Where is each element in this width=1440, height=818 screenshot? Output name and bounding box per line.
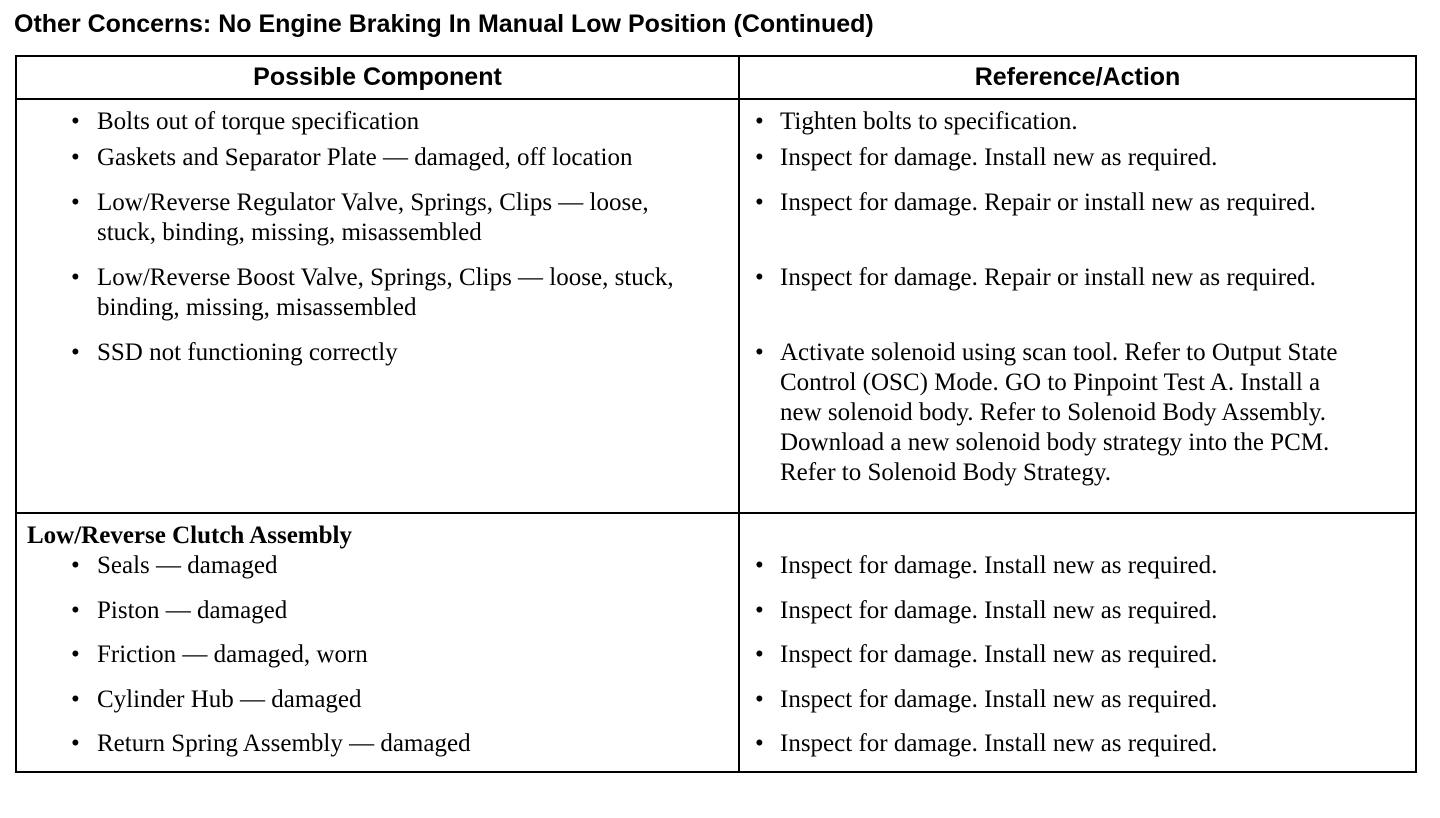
action-text: Inspect for damage. Install new as required. (780, 641, 1218, 668)
table-row (16, 551, 1416, 596)
component-text: Bolts out of torque specification (97, 108, 420, 135)
component-text: Seals — damaged (97, 552, 278, 579)
component-item (17, 107, 738, 137)
table-row (16, 188, 1416, 263)
header-reference-action: Reference/Action (739, 56, 1416, 99)
component-item (17, 729, 738, 759)
component-item (17, 551, 738, 581)
action-text: Inspect for damage. Install new as required. (780, 144, 1218, 171)
component-text: Return Spring Assembly — damaged (97, 730, 471, 757)
action-text: Inspect for damage. Install new as required. (780, 730, 1218, 757)
table-row (16, 143, 1416, 188)
component-item (17, 685, 738, 715)
action-item (740, 596, 1415, 626)
component-item (17, 596, 738, 626)
bullet: • (71, 641, 80, 668)
bullet: • (71, 686, 80, 713)
action-text: Tighten bolts to specification. (780, 108, 1078, 135)
bullet: • (755, 641, 764, 668)
bullet: • (755, 730, 764, 757)
bullet: • (755, 686, 764, 713)
header-row (16, 56, 1416, 99)
action-item (740, 143, 1415, 173)
bullet: • (71, 597, 80, 624)
action-item (740, 263, 1415, 293)
action-text: Inspect for damage. Install new as required. (780, 597, 1218, 624)
component-item (17, 143, 738, 173)
table-row (16, 729, 1416, 772)
action-item (740, 338, 1415, 488)
bullet: • (755, 597, 764, 624)
action-text: Inspect for damage. Install new as required. (780, 552, 1218, 579)
table-row (16, 338, 1416, 513)
page-title: Other Concerns: No Engine Braking In Manual Low Position (Continued) (14, 10, 874, 38)
table-row (16, 99, 1416, 143)
action-item (740, 729, 1415, 759)
action-text: Inspect for damage. Repair or install new as required. (780, 189, 1316, 216)
component-item (17, 640, 738, 670)
bullet: • (71, 552, 80, 579)
bullet: • (755, 339, 764, 366)
section-heading-row (16, 513, 1416, 551)
bullet: • (755, 189, 764, 216)
bullet: • (71, 144, 80, 171)
component-text: Cylinder Hub — damaged (97, 686, 362, 713)
action-item (740, 107, 1415, 137)
bullet: • (755, 108, 764, 135)
table-row (16, 596, 1416, 640)
bullet: • (755, 552, 764, 579)
group-heading: Low/Reverse Clutch Assembly (27, 522, 352, 549)
table-row (16, 263, 1416, 338)
bullet: • (71, 264, 80, 291)
component-text: Friction — damaged, worn (97, 641, 368, 668)
action-item (740, 640, 1415, 670)
component-text: Gaskets and Separator Plate — damaged, off location (97, 144, 633, 171)
bullet: • (71, 339, 80, 366)
diagnosis-table (15, 55, 1417, 773)
action-text: Activate solenoid using scan tool. Refer to Output State Control (OSC) Mode. GO to Pinpoint Test A. Install a new solenoid body. Refer to Solenoid Body Assembly. Download a new solenoid body strategy into the PCM. Refer to Solenoid Body Strategy. (780, 339, 1338, 486)
action-item (740, 188, 1415, 218)
component-item (17, 263, 738, 323)
component-item (17, 188, 738, 248)
component-text: Piston — damaged (97, 597, 288, 624)
bullet: • (71, 189, 80, 216)
header-possible-component: Possible Component (16, 56, 739, 99)
bullet: • (755, 144, 764, 171)
component-item (17, 338, 738, 368)
component-text: Low/Reverse Regulator Valve, Springs, Clips — loose, stuck, binding, missing, misassembled (97, 189, 649, 246)
bullet: • (71, 108, 80, 135)
action-item (740, 685, 1415, 715)
bullet: • (71, 730, 80, 757)
action-text: Inspect for damage. Install new as required. (780, 686, 1218, 713)
table-row (16, 685, 1416, 729)
action-text: Inspect for damage. Repair or install new as required. (780, 264, 1316, 291)
bullet: • (755, 264, 764, 291)
component-text: Low/Reverse Boost Valve, Springs, Clips — loose, stuck, binding, missing, misassembled (97, 264, 674, 321)
action-item (740, 551, 1415, 581)
component-text: SSD not functioning correctly (97, 339, 398, 366)
table-row (16, 640, 1416, 685)
